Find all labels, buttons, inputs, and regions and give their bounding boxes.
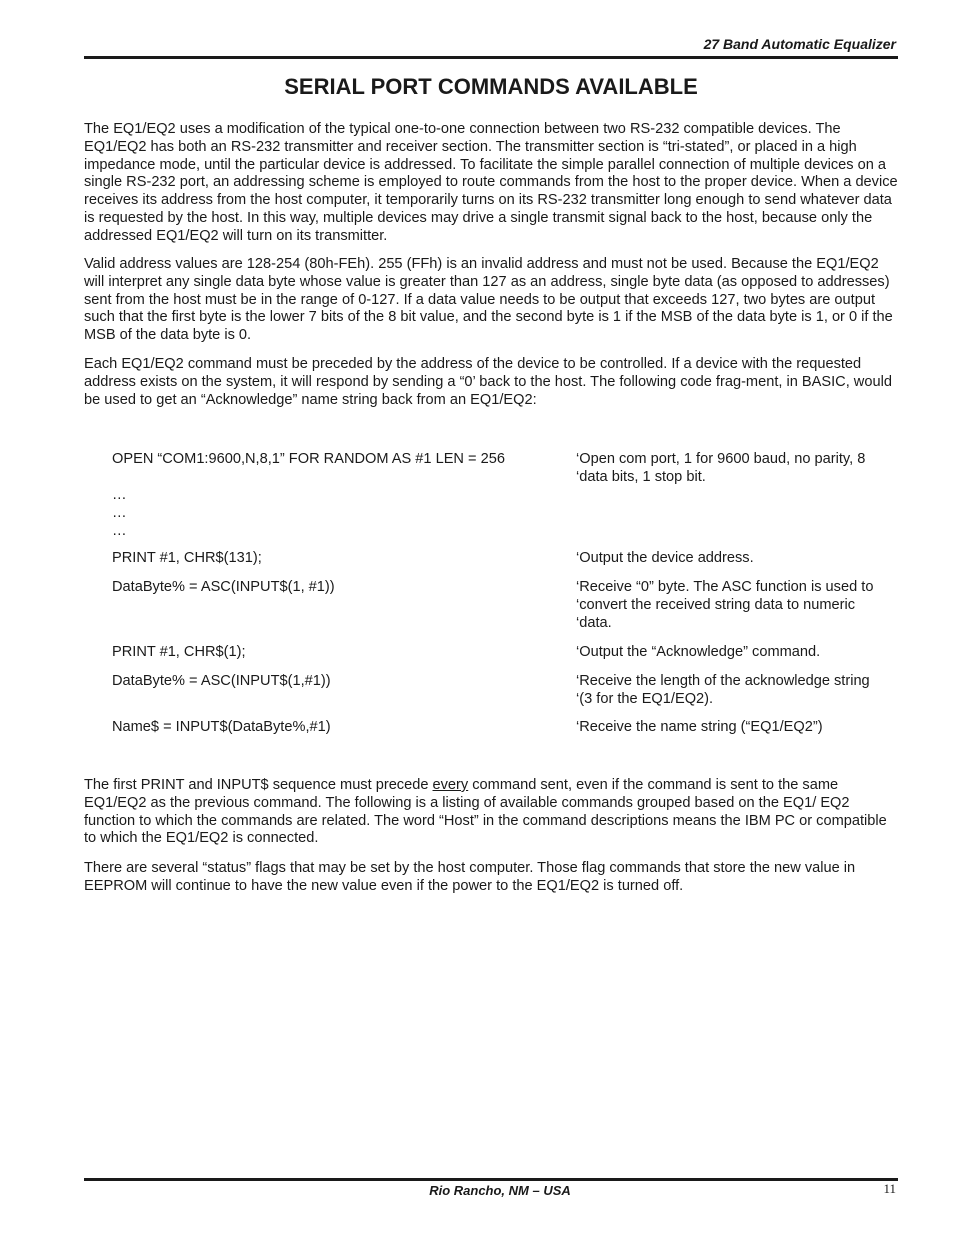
comment-line: ‘Receive “0” byte. The ASC function is used to (576, 579, 874, 595)
intro-paragraph: The EQ1/EQ2 uses a modification of the typical one-to-one connection between two RS-232 compatible devices. The EQ1/EQ2 has both an RS-232 transmitter and receiver section. The transmitter section is “tri-stated”, or placed in a high impedance mode, until the particular device is addressed. To facilitate the simple parallel connection of multiple devices on a single RS-232 port, an addressing scheme is employed to route commands from the host to the proper device. When a device receives its address from the host computer, it temporarily turns on its RS-232 transmitter long enough to send whatever data is requested by the host. In this way, multiple devices may drive a single transmit signal back to the host, because only the addressed EQ1/EQ2 will turn on its transmitter. (84, 121, 898, 244)
command-paragraph: Each EQ1/EQ2 command must be preceded by the address of the device to be controlled. If a device with the requested address exists on the system, it will respond by sending a “0’ back to the host. The following code frag-ment, in BASIC, would be used to get an “Acknowledge” name string back from an EQ1/EQ2: (84, 356, 892, 408)
code-line-receive-length: DataByte% = ASC(INPUT$(1,#1)) (112, 673, 331, 689)
page-number: 11 (883, 1181, 896, 1196)
code-comment-print-address: ‘Output the device address. (576, 550, 754, 566)
status-flags-paragraph: There are several “status” flags that may be set by the host computer. Those flag commands that store the new value in EEPROM will continue to have the new value even if the power to the EQ1/EQ2 is turned off. (84, 860, 856, 894)
comment-line: ‘(3 for the EQ1/EQ2). (576, 690, 714, 707)
code-line-print-address: PRINT #1, CHR$(131); (112, 550, 262, 566)
code-line-open: OPEN “COM1:9600,N,8,1” FOR RANDOM AS #1 LEN = 256 (112, 451, 505, 467)
code-comment-name: ‘Receive the name string (“EQ1/EQ2”) (576, 719, 823, 735)
code-comment-open (576, 451, 906, 487)
footer-rule (84, 1178, 898, 1181)
code-comment-receive-length (576, 673, 906, 709)
sequence-paragraph (84, 777, 898, 848)
comment-line: ‘convert the received string data to numeric (576, 596, 856, 613)
code-ellipsis: … (112, 487, 127, 503)
address-paragraph: Valid address values are 128-254 (80h-FEh). 255 (FFh) is an invalid address and must not be used. Because the EQ1/EQ2 will interpret any single data byte whose value is greater than 127 as an address, single byte data (as opposed to addresses) sent from the host must be in the range of 0-127. If a data value needs to be output that exceeds 127, two bytes are output such that the first byte is the lower 7 bits of the 8 bit value, and the second byte is 1 if the MSB of the data byte is 1, or 0 if the MSB of the data byte is 0. (84, 256, 893, 344)
sequence-text-before: The first PRINT and INPUT$ sequence must precede (84, 777, 433, 793)
code-line-print-ack: PRINT #1, CHR$(1); (112, 644, 246, 660)
code-comment-receive-zero (576, 579, 906, 632)
comment-line: ‘data. (576, 614, 612, 631)
code-ellipsis: … (112, 523, 127, 539)
comment-line: ‘Receive the length of the acknowledge string (576, 673, 870, 689)
emphasis-every: every (432, 777, 469, 793)
comment-line: ‘Open com port, 1 for 9600 baud, no parity, 8 (576, 451, 866, 467)
code-line-receive-zero: DataByte% = ASC(INPUT$(1, #1)) (112, 579, 335, 595)
running-header: 27 Band Automatic Equalizer (703, 36, 896, 52)
header-rule (84, 56, 898, 59)
code-line-name: Name$ = INPUT$(DataByte%,#1) (112, 719, 331, 735)
sequence-text-after: command sent, even if the command is sent to the same EQ1/EQ2 as the previous command. The following is a listing of available commands grouped based on the EQ1/ EQ2 function to which the commands are related. The word “Host” in the command descriptions means the IBM PC or compatible to which the EQ1/EQ2 is connected. (84, 777, 887, 847)
page-title: SERIAL PORT COMMANDS AVAILABLE (284, 74, 698, 99)
code-ellipsis: … (112, 505, 127, 521)
code-comment-print-ack: ‘Output the “Acknowledge” command. (576, 644, 821, 660)
comment-line: ‘data bits, 1 stop bit. (576, 468, 706, 485)
footer-location: Rio Rancho, NM – USA (429, 1183, 571, 1198)
